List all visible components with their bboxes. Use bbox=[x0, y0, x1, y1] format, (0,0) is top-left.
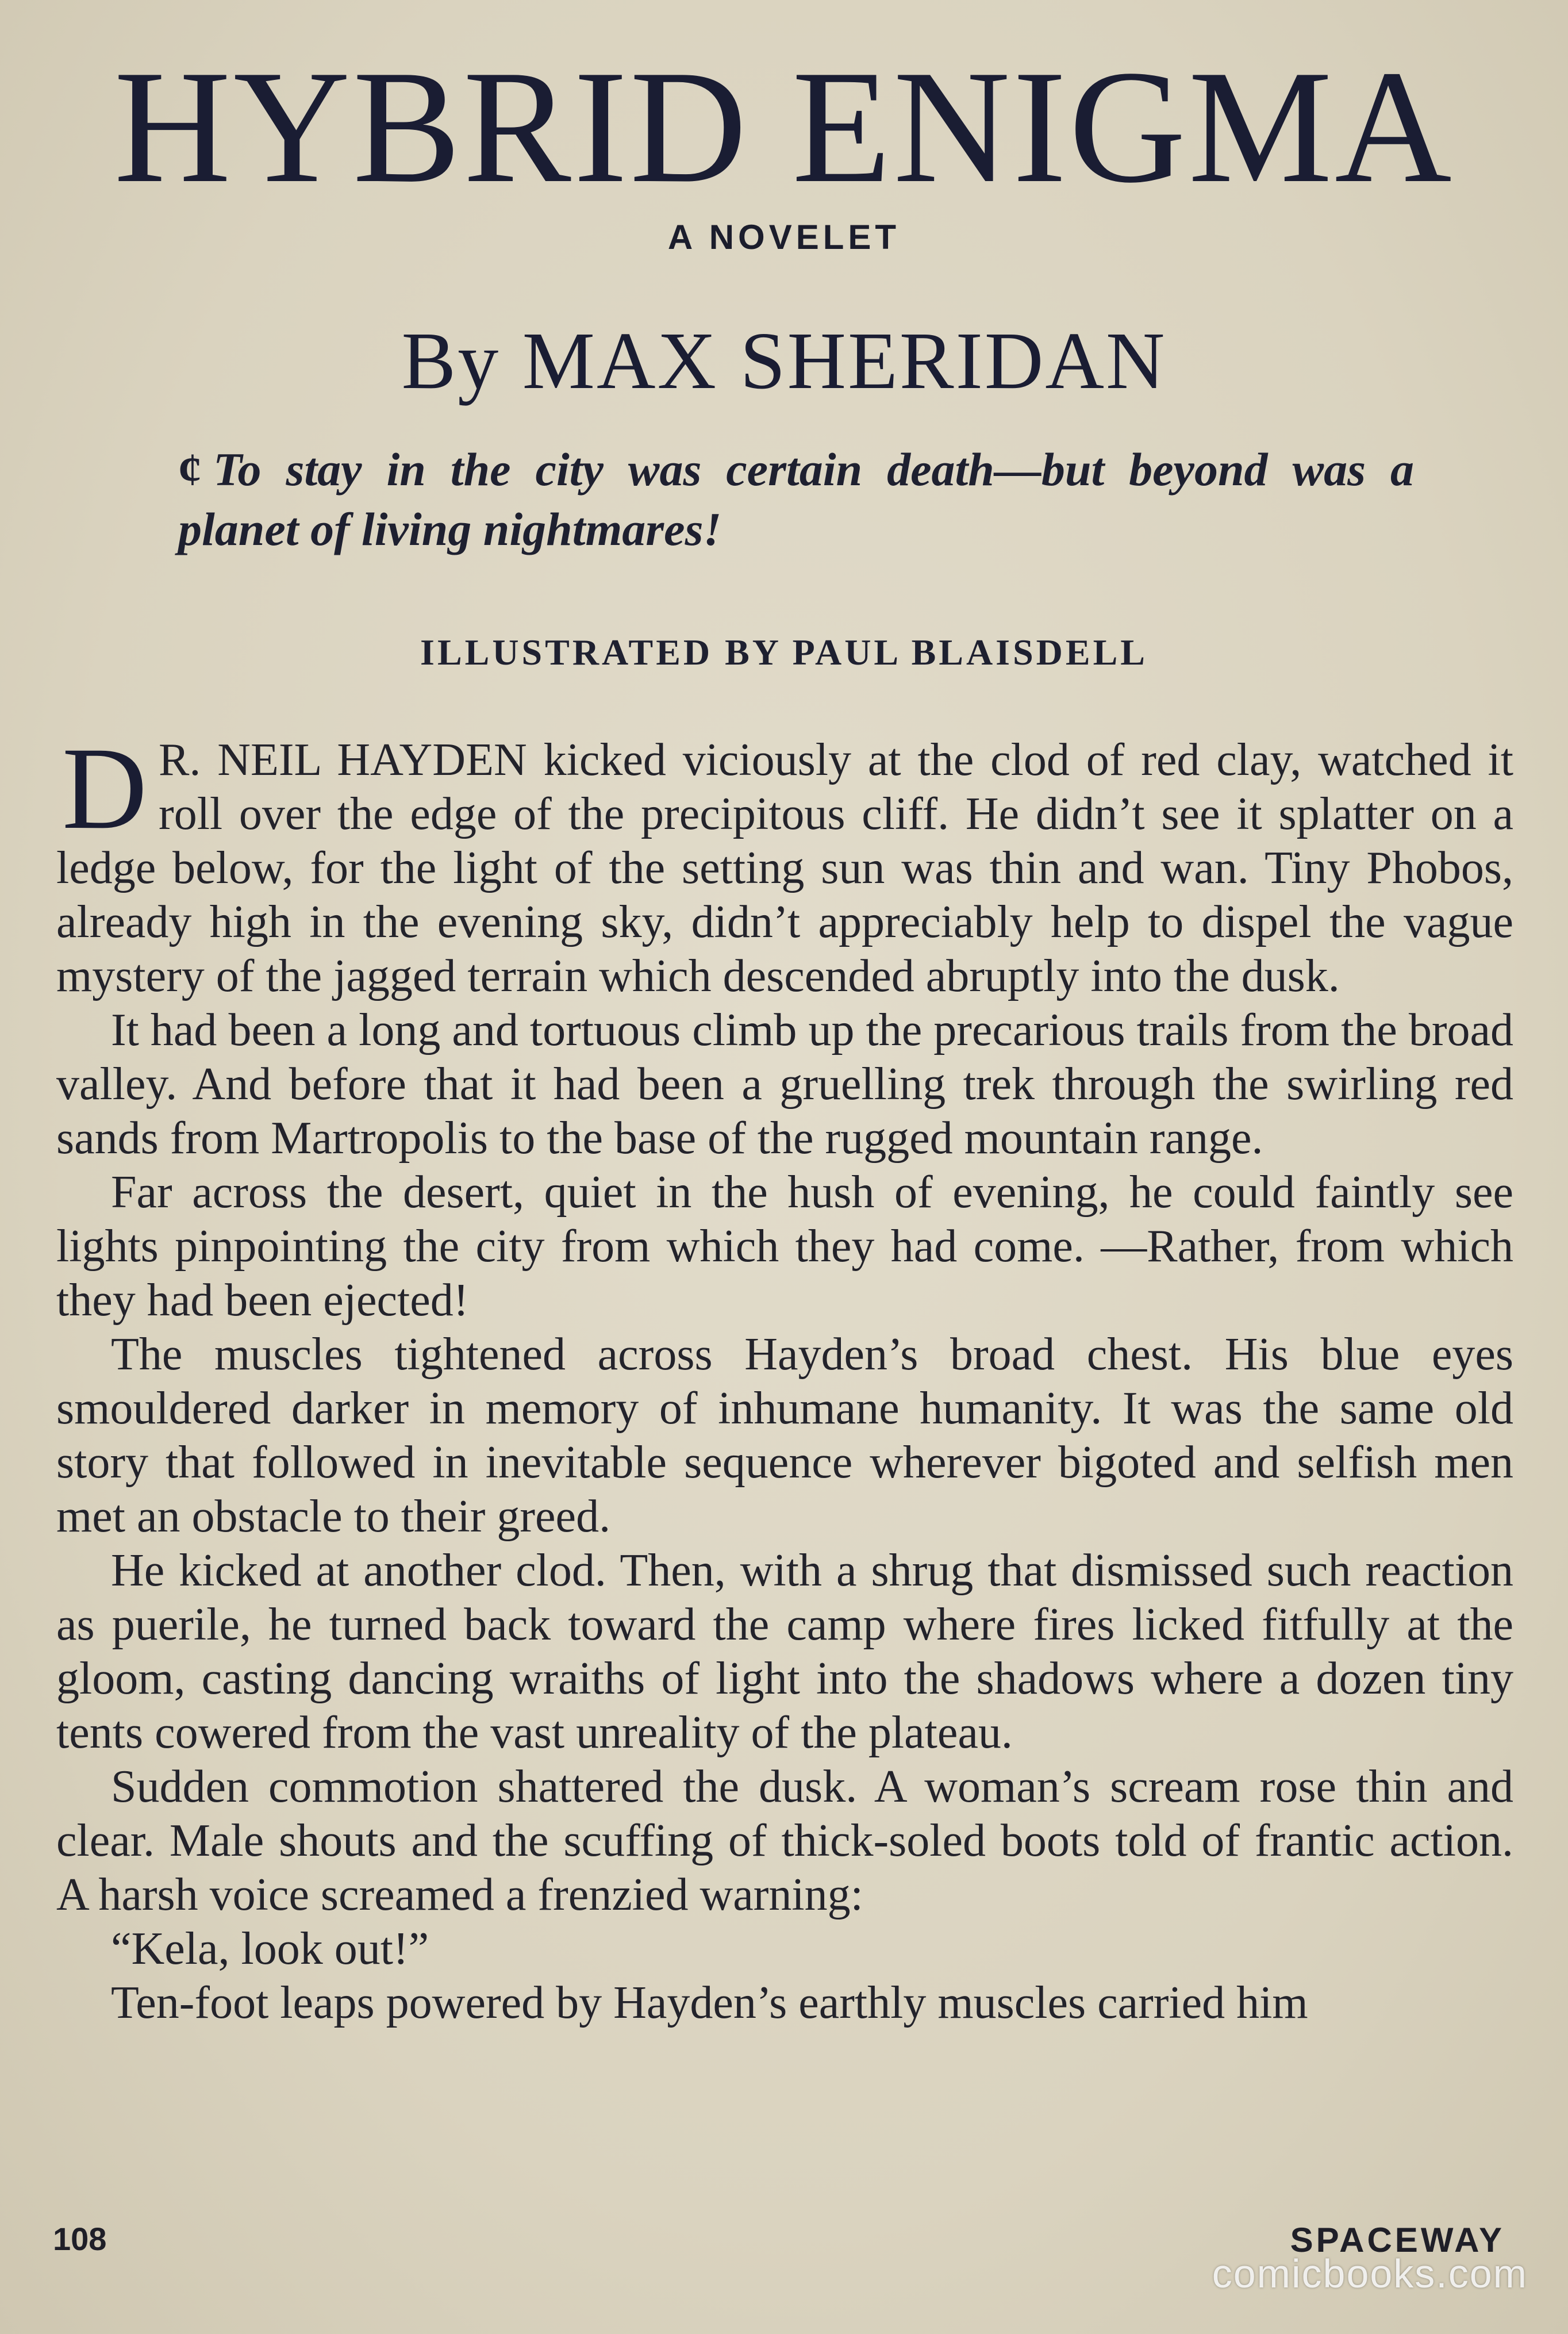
story-title: HYBRID ENIGMA bbox=[114, 37, 1454, 216]
story-paragraph: Ten-foot leaps powered by Hayden’s earthly muscles carried him bbox=[111, 1978, 1308, 2028]
story-paragraph: The muscles tightened across Hayden’s broad chest. His blue eyes smouldered darker in memory of inhumane humanity. It was the same old story that followed in inevitable sequence wherever bigoted and selfish men met an obstacle to their greed. bbox=[56, 1329, 1513, 1542]
story-paragraph: Sudden commotion shattered the dusk. A woman’s scream rose thin and clear. Male shouts and the scuffing of thick-soled boots told of frantic action. A harsh voice screamed a frenzied warning: bbox=[56, 1761, 1513, 1920]
magazine-name: SPACEWAY bbox=[1290, 2221, 1505, 2259]
story-body bbox=[56, 723, 1513, 2030]
illustrator-credit: ILLUSTRATED BY PAUL BLAISDELL bbox=[420, 632, 1148, 673]
story-paragraph bbox=[56, 723, 1513, 1003]
story-blurb bbox=[178, 440, 1414, 559]
story-paragraph: It had been a long and tortuous climb up the precarious trails from the broad valley. And before that it had been a gruelling trek through the swirling red sands from Martropolis to the base of the rugged mountain range. bbox=[56, 1005, 1513, 1164]
story-paragraph: “Kela, look out!” bbox=[111, 1924, 429, 1974]
story-kicker: A NOVELET bbox=[667, 218, 901, 256]
story-paragraph: He kicked at another clod. Then, with a shrug that dismissed such reaction as puerile, he turned back toward the camp where fires licked fitfully at the gloom, casting dancing wraiths of light into the shadows where a dozen tiny tents cowered from the vast unreality of the plateau. bbox=[56, 1545, 1513, 1758]
paragraph-text: R. NEIL HAYDEN kicked viciously at the clod of red clay, watched it roll over the edge of the precipitous cliff. He didn’t see it splatter on a ledge below, for the light of the setting sun was thin and wan. Tiny Phobos, already high in the evening sky, didn’t appreciably help to dispel the vague mystery of the jagged terrain which descended abruptly into the dusk. bbox=[56, 735, 1513, 1001]
story-paragraph: Far across the desert, quiet in the hush of evening, he could faintly see lights pinpointing the city from which they had come. —Rather, from which they had been ejected! bbox=[56, 1167, 1513, 1326]
drop-cap: D bbox=[62, 723, 148, 854]
blurb-mark-icon: ¢ bbox=[178, 443, 202, 496]
site-watermark: comicbooks.com bbox=[1212, 2251, 1528, 2296]
blurb-text: To stay in the city was certain death—but beyond was a planet of living nightmares! bbox=[178, 443, 1414, 555]
page-number: 108 bbox=[53, 2221, 107, 2257]
author-byline: By MAX SHERIDAN bbox=[401, 315, 1167, 406]
